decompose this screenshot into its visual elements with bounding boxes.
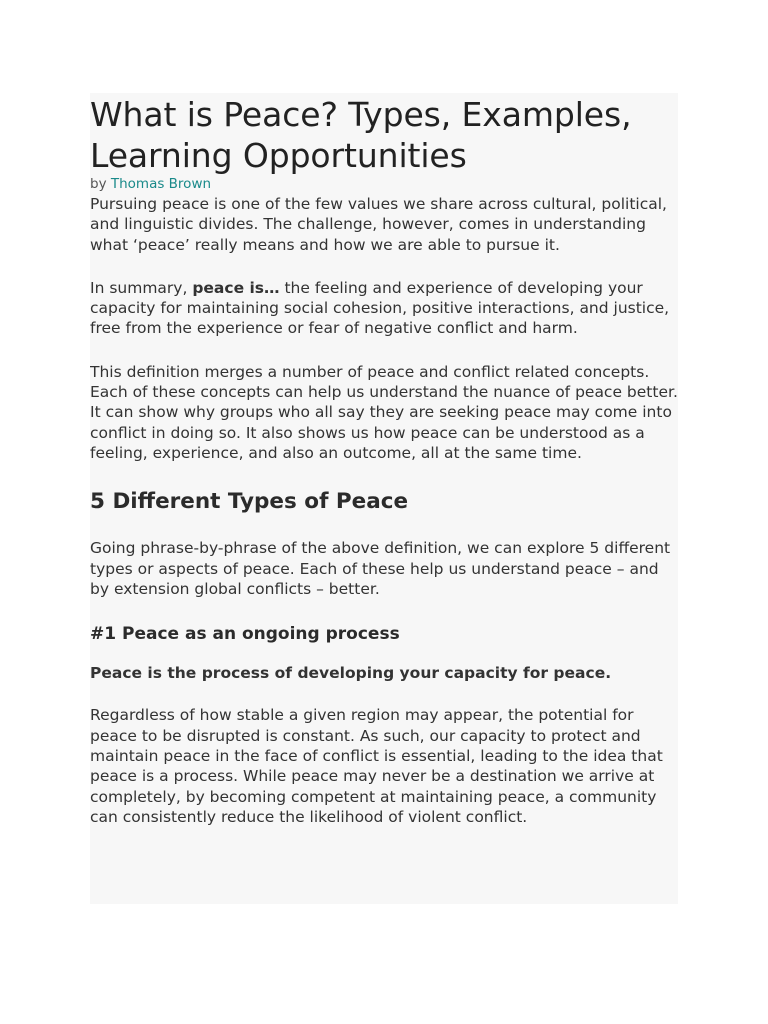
section1-body: Regardless of how stable a given region may appear, the potential for peace to be disrupted is constant. As such, our capacity to protect and maintain peace in the face of conflict is essential, leading to the idea that peace is a process. While peace may never be a destination we arrive at completely, by becoming competent at maintaining peace, a community can consistently reduce the likelihood of violent conflict.	[90, 706, 663, 826]
author-link[interactable]: Thomas Brown	[110, 176, 212, 192]
summary-prefix: In summary,	[90, 278, 193, 297]
section1-lead: Peace is the process of developing your capacity for peace.	[90, 664, 612, 683]
section1-heading: #1 Peace as an ongoing process	[90, 624, 400, 645]
summary-paragraph	[90, 278, 678, 339]
summary-bold: peace is…	[192, 278, 280, 297]
summary-rest: the feeling and experience of developing your capacity for maintaining social cohesion, positive interactions, and justice, free from the experience or fear of negative conflict and harm.	[90, 278, 670, 338]
intro-paragraph: Pursuing peace is one of the few values we share across cultural, political, and linguistic divides. The challenge, however, comes in understanding what ‘peace’ really means and how we are able to pursue it.	[90, 195, 667, 254]
article-page	[90, 93, 678, 904]
byline-prefix: by	[90, 176, 111, 192]
article-title: What is Peace? Types, Examples, Learning Opportunities	[90, 95, 632, 175]
types-heading: 5 Different Types of Peace	[90, 489, 409, 515]
types-intro-paragraph: Going phrase-by-phrase of the above definition, we can explore 5 different types or aspects of peace. Each of these help us understand peace – and by extension global conflicts – better.	[90, 539, 671, 598]
definition-paragraph: This definition merges a number of peace and conflict related concepts. Each of these concepts can help us understand the nuance of peace better. It can show why groups who all say they are seeking peace may come into conflict in doing so. It also shows us how peace can be understood as a feeling, experience, and also an outcome, all at the same time.	[90, 362, 678, 462]
byline	[90, 176, 678, 193]
